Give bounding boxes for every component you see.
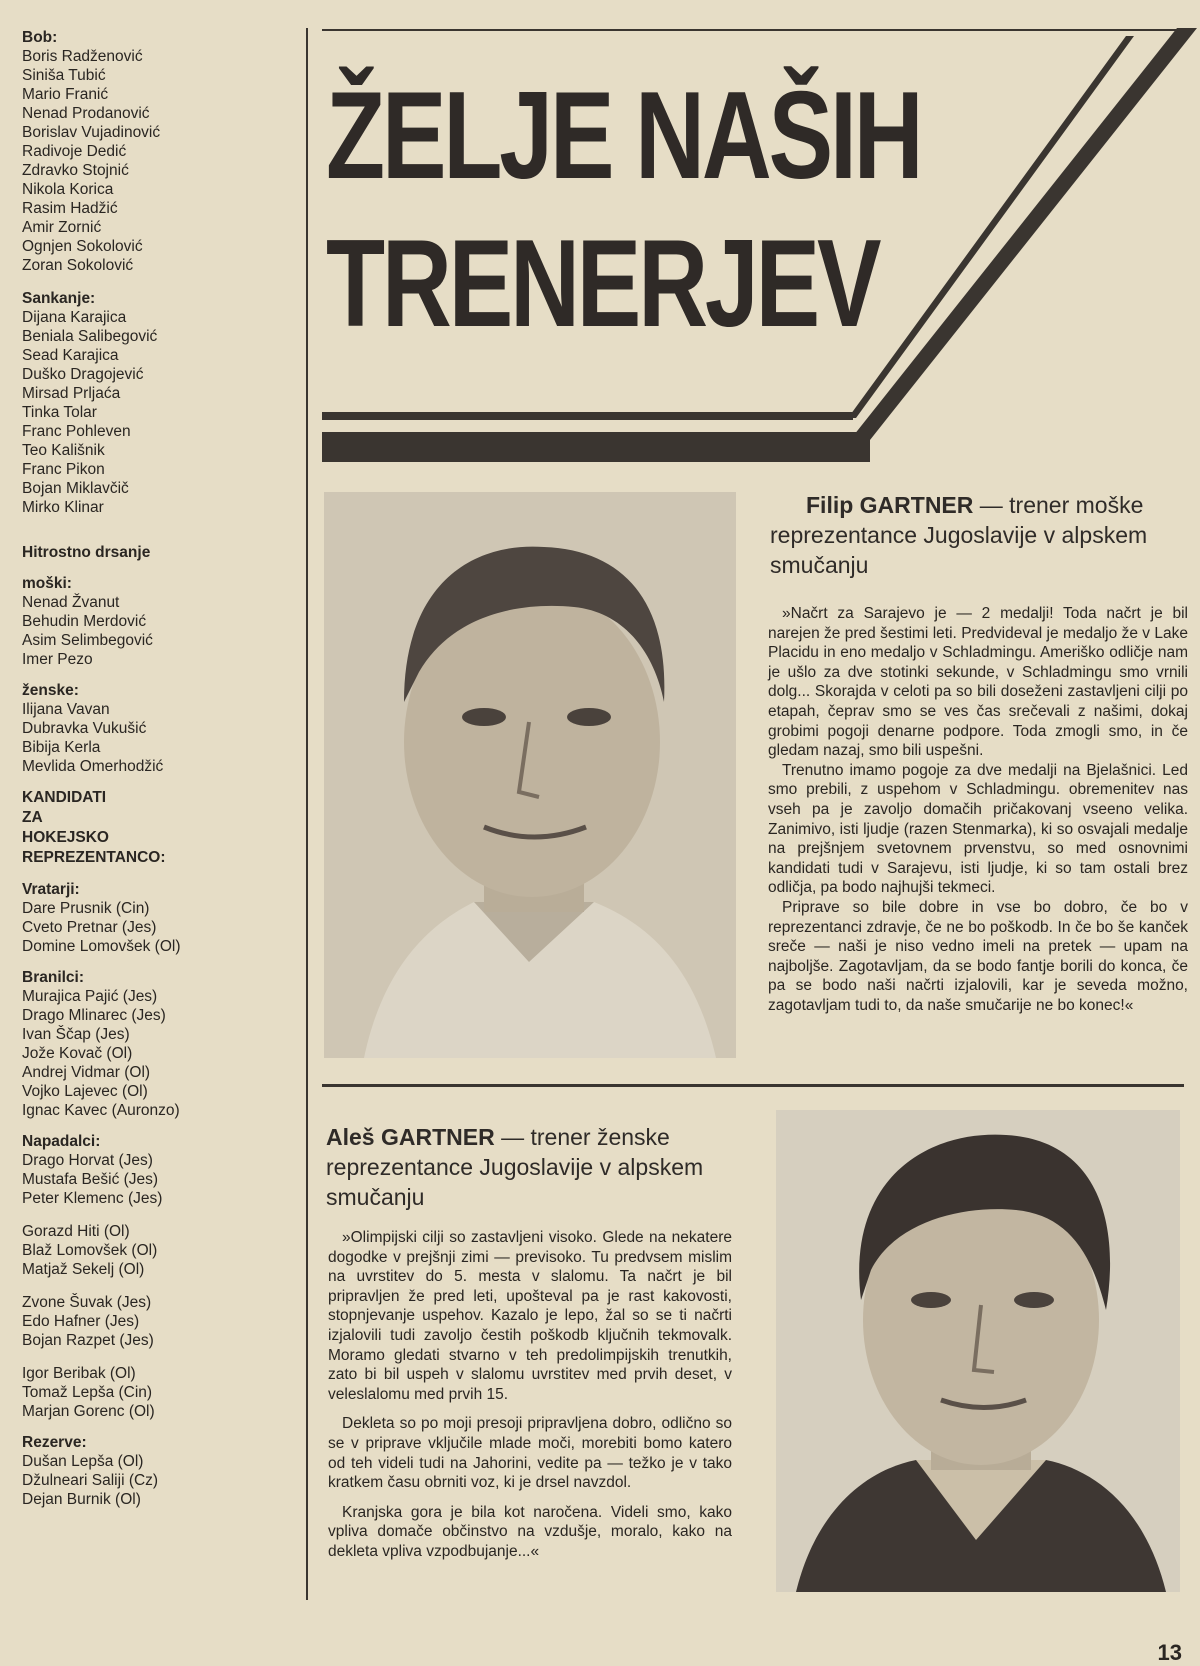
list-napadalci-3 bbox=[22, 1293, 292, 1350]
list-item: Rasim Hadžić bbox=[22, 200, 118, 217]
portrait-photo-filip bbox=[324, 492, 736, 1058]
list-moski bbox=[22, 593, 292, 669]
list-item: Sead Karajica bbox=[22, 347, 119, 364]
list-item: Mario Franić bbox=[22, 86, 109, 103]
list-napadalci-2 bbox=[22, 1222, 292, 1279]
list-item: Nikola Korica bbox=[22, 181, 114, 198]
list-item: Mirko Klinar bbox=[22, 499, 104, 516]
article-paragraph: »Olimpijski cilji so zastavljeni visoko. Glede na nekatere dogodke v prejšnji zimi — previsoko. Tu predvsem mislim na uvrstitev do 5. mesta v slalomu. Ta načrt je bil pripravljen že pred leti, upošteval pa je rast kakovosti, stopnjevanje uspehov. Kazalo je lepo, žal so se ti načrti izjalovili tudi zavoljo čestih poškodb ključnih tekmovalk. Moramo gledati stvarno v teh predolimpijskih trenutkih, zato bi bil uspeh v slalomu uvrstitev med prvih deset, v veleslalomu med prvih 15. bbox=[328, 1229, 732, 1403]
section-title-hitrostno: Hitrostno drsanje bbox=[22, 544, 151, 561]
page-number: 13 bbox=[1157, 1640, 1182, 1665]
list-zenske bbox=[22, 700, 292, 776]
list-item: Bojan Razpet (Jes) bbox=[22, 1332, 154, 1349]
list-item: Amir Zornić bbox=[22, 219, 102, 236]
list-item: Andrej Vidmar (Ol) bbox=[22, 1064, 151, 1081]
list-item: Behudin Merdović bbox=[22, 613, 147, 630]
list-item: Jože Kovač (Ol) bbox=[22, 1045, 133, 1062]
list-item: Dare Prusnik (Cin) bbox=[22, 900, 150, 917]
list-item: Mevlida Omerhodžić bbox=[22, 758, 164, 775]
headline-line-2: TRENERJEV bbox=[326, 215, 879, 353]
caption-filip-rest: — trener moške reprezentance Jugoslavije v alpskem smučanju bbox=[770, 492, 1148, 578]
list-item: Mirsad Prljaća bbox=[22, 385, 121, 402]
headline-title bbox=[326, 62, 920, 358]
list-item: Gorazd Hiti (Ol) bbox=[22, 1223, 130, 1240]
article-ales bbox=[328, 1228, 732, 1562]
list-item: Dejan Burnik (Ol) bbox=[22, 1491, 141, 1508]
list-item: Cveto Pretnar (Jes) bbox=[22, 919, 157, 936]
section-title-sankanje: Sankanje: bbox=[22, 290, 96, 307]
list-item: Marjan Gorenc (Ol) bbox=[22, 1403, 155, 1420]
caption-ales-name: Aleš GARTNER bbox=[326, 1124, 495, 1150]
list-bob bbox=[22, 47, 292, 275]
list-item: Zoran Sokolović bbox=[22, 257, 134, 274]
article-paragraph: Kranjska gora je bila kot naročena. Videli smo, kako vpliva domače občinstvo na vzdušje, moralo, kako na dekleta vpliva vzpodbujanje...« bbox=[328, 1503, 732, 1560]
section-title-zenske: ženske: bbox=[22, 682, 79, 699]
title-line: HOKEJSKO bbox=[22, 829, 109, 846]
title-line: KANDIDATI bbox=[22, 789, 107, 806]
title-line: REPREZENTANCO: bbox=[22, 849, 166, 866]
section-title-kandidati bbox=[22, 788, 292, 868]
section-title-bob: Bob: bbox=[22, 29, 58, 46]
bottom-stripe-thick bbox=[322, 432, 870, 462]
section-divider bbox=[322, 1084, 1184, 1087]
list-item: Igor Beribak (Ol) bbox=[22, 1365, 136, 1382]
list-item: Tomaž Lepša (Cin) bbox=[22, 1384, 153, 1401]
list-item: Borislav Vujadinović bbox=[22, 124, 161, 141]
article-paragraph: Priprave so bile dobre in vse bo dobro, če bo v reprezentanci zdravje, če ne bo poškodb. In če bo še kanček sreče — naši je niso vedno imeli na pretek — upam na najboljše. Zagotavljam, da se bodo fantje borili do konca, če pa se bodo naši načrti izjalovili, kar je seveda možno, zagotavljam tudi to, da naše smučarije ne bo konec!« bbox=[768, 898, 1188, 1014]
caption-filip bbox=[770, 490, 1190, 580]
section-title-rezerve: Rezerve: bbox=[22, 1434, 87, 1451]
list-item: Bibija Kerla bbox=[22, 739, 101, 756]
list-item: Mustafa Bešić (Jes) bbox=[22, 1171, 159, 1188]
list-item: Ivan Ščap (Jes) bbox=[22, 1026, 130, 1043]
list-item: Tinka Tolar bbox=[22, 404, 97, 421]
list-item: Edo Hafner (Jes) bbox=[22, 1313, 140, 1330]
list-item: Zdravko Stojnić bbox=[22, 162, 129, 179]
list-item: Nenad Prodanović bbox=[22, 105, 150, 122]
list-item: Nenad Žvanut bbox=[22, 594, 120, 611]
list-item: Drago Mlinarec (Jes) bbox=[22, 1007, 166, 1024]
list-sankanje bbox=[22, 308, 292, 517]
article-paragraph: »Načrt za Sarajevo je — 2 medalji! Toda načrt je bil narejen že pred šestimi leti. Predvideval je medaljo že v Lake Placidu in eno medaljo v Schladmingu. Ameriško odličje nam je ušlo za dve stotinki sekunde, v Schladmingu smo vrnili dolg... Skorajda v celoti pa so bili doseženi zastavljeni cilji po etapah, čeprav smo se ves čas srečevali z našimi, dokaj grobimi pogoji denarne podpore. Toda zmogli smo, in če gledam nazaj, smo bili uspešni. bbox=[768, 605, 1188, 760]
column-divider bbox=[306, 28, 308, 1600]
list-item: Dijana Karajica bbox=[22, 309, 127, 326]
list-item: Radivoje Dedić bbox=[22, 143, 127, 160]
list-rezerve bbox=[22, 1452, 292, 1509]
list-item: Beniala Salibegović bbox=[22, 328, 158, 345]
list-branilci bbox=[22, 987, 292, 1120]
section-title-moski: moški: bbox=[22, 575, 72, 592]
list-item: Vojko Lajevec (Ol) bbox=[22, 1083, 148, 1100]
list-item: Bojan Miklavčič bbox=[22, 480, 129, 497]
headline-box bbox=[322, 28, 1200, 468]
list-item: Ilijana Vavan bbox=[22, 701, 110, 718]
list-item: Blaž Lomovšek (Ol) bbox=[22, 1242, 158, 1259]
section-title-vratarji: Vratarji: bbox=[22, 881, 80, 898]
headline-line-1: ŽELJE NAŠIH bbox=[326, 67, 921, 205]
list-vratarji bbox=[22, 899, 292, 956]
list-item: Domine Lomovšek (Ol) bbox=[22, 938, 181, 955]
portrait-photo-ales bbox=[776, 1110, 1180, 1592]
caption-ales-rest: — trener ženske reprezentance Jugoslavije v alpskem smučanju bbox=[326, 1124, 704, 1210]
list-item: Asim Selimbegović bbox=[22, 632, 153, 649]
list-napadalci-1 bbox=[22, 1151, 292, 1208]
list-napadalci-4 bbox=[22, 1364, 292, 1421]
caption-ales bbox=[326, 1122, 734, 1212]
list-item: Drago Horvat (Jes) bbox=[22, 1152, 153, 1169]
section-title-napadalci: Napadalci: bbox=[22, 1133, 101, 1150]
list-item: Matjaž Sekelj (Ol) bbox=[22, 1261, 145, 1278]
list-item: Boris Radženović bbox=[22, 48, 143, 65]
list-item: Ognjen Sokolović bbox=[22, 238, 143, 255]
section-title-branilci: Branilci: bbox=[22, 969, 85, 986]
list-item: Zvone Šuvak (Jes) bbox=[22, 1294, 152, 1311]
list-item: Imer Pezo bbox=[22, 651, 93, 668]
list-item: Ignac Kavec (Auronzo) bbox=[22, 1102, 180, 1119]
list-item: Siniša Tubić bbox=[22, 67, 106, 84]
title-line: ZA bbox=[22, 809, 43, 826]
roster-column bbox=[22, 28, 292, 1509]
list-item: Duško Dragojević bbox=[22, 366, 144, 383]
list-item: Murajica Pajić (Jes) bbox=[22, 988, 158, 1005]
list-item: Dušan Lepša (Ol) bbox=[22, 1453, 144, 1470]
article-filip bbox=[768, 604, 1188, 1015]
article-paragraph: Dekleta so po moji presoji pripravljena dobro, odlično so se v priprave vključile mlade moči, morebiti bomo katero od teh videli tudi na Jahorini, vedite pa — težko je v tako kratkem času obrniti voz, ki je drsel navzdol. bbox=[328, 1415, 732, 1492]
list-item: Teo Kališnik bbox=[22, 442, 105, 459]
list-item: Franc Pohleven bbox=[22, 423, 131, 440]
list-item: Franc Pikon bbox=[22, 461, 105, 478]
list-item: Peter Klemenc (Jes) bbox=[22, 1190, 163, 1207]
article-paragraph: Trenutno imamo pogoje za dve medalji na Bjelašnici. Led smo prebili, z uspehom v Schladmingu. obremenitev nas vseh pa je zavoljo domačih pričakovanj vseeno velika. Zanimivo, isti ljudje (razen Stenmarka), ki so osvajali medalje na prejšnjem svetovnem prvenstvu, so med osnovnimi kandidati tudi v Sarajevu, isti ljudje, ki so tam ostali brez odličja, pa bodo najhujši tekmeci. bbox=[768, 761, 1188, 897]
bottom-stripe-thin bbox=[322, 412, 853, 420]
list-item: Džulneari Saliji (Cz) bbox=[22, 1472, 159, 1489]
caption-filip-name: Filip GARTNER bbox=[806, 492, 974, 518]
list-item: Dubravka Vukušić bbox=[22, 720, 147, 737]
